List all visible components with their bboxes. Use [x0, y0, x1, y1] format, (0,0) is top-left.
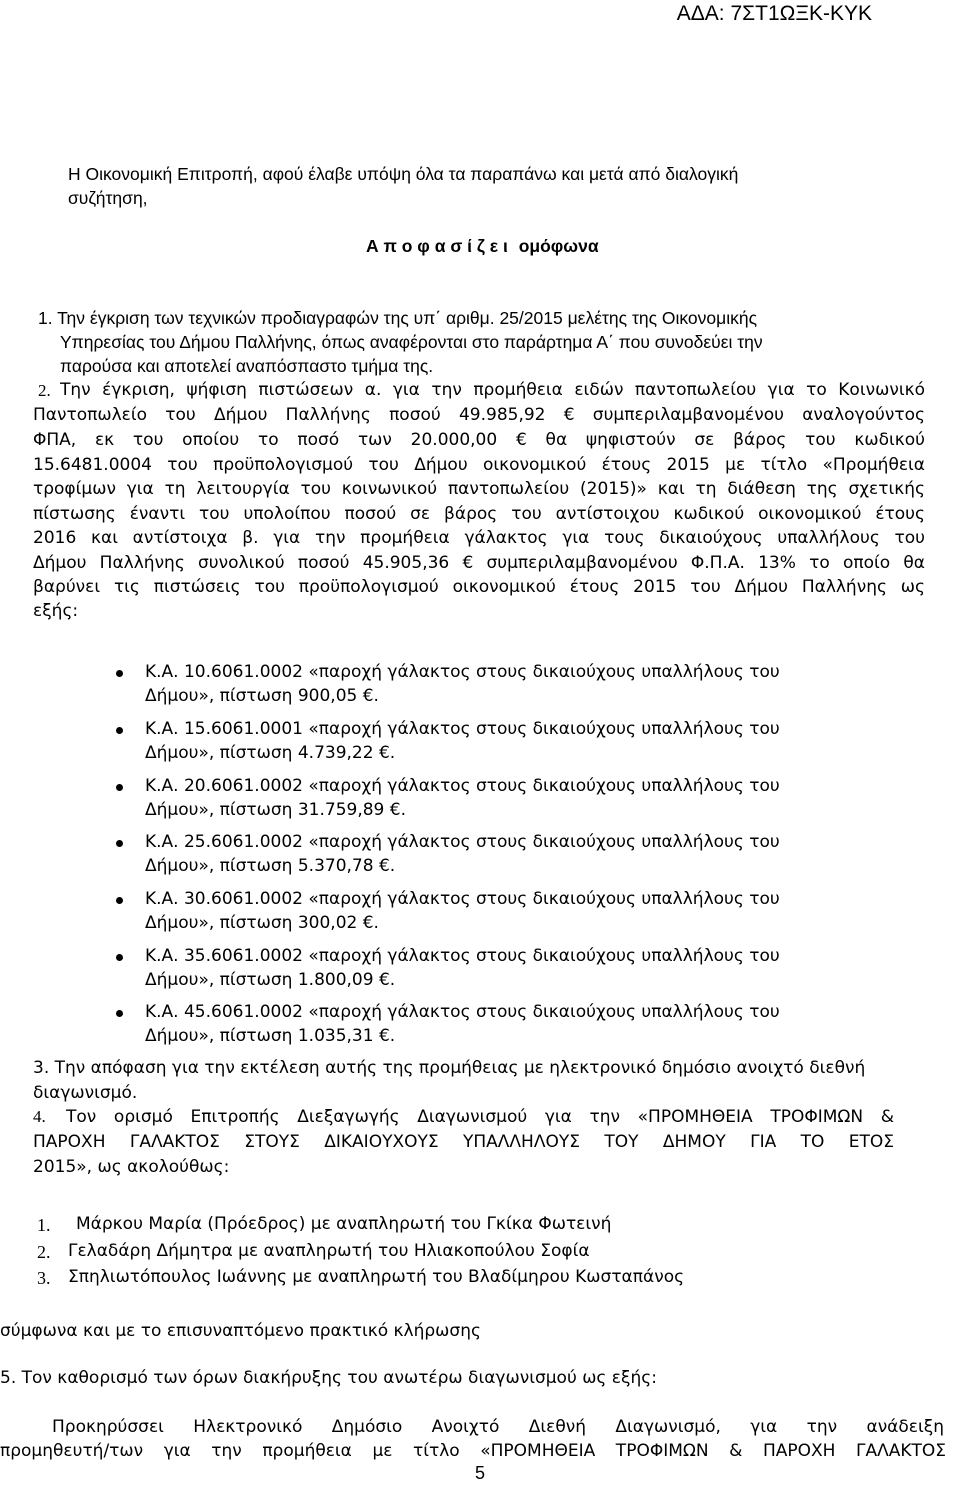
list-item-line-1: Κ.Α. 25.6061.0002 «παροχή γάλακτος στους δικαιούχους υπαλλήλους του: [145, 832, 780, 852]
list-item-line-1: Κ.Α. 30.6061.0002 «παροχή γάλακτος στους δικαιούχους υπαλλήλους του: [145, 889, 780, 909]
committee-number: 1.: [37, 1215, 51, 1235]
ada-code: ΑΔΑ: 7ΣΤ1ΩΞΚ-ΚΥΚ: [676, 2, 872, 25]
item2-line-4: 15.6481.0004 του προϋπολογισμού του Δήμου οικονομικού έτους 2015 με τίτλο «Προμήθεια: [33, 455, 925, 475]
item3-line-1: 3. Την απόφαση για την εκτέλεση αυτής της προμήθειας με ηλεκτρονικό δημόσιο ανοιχτό διεθνή: [33, 1058, 866, 1078]
committee-number: 3.: [37, 1268, 51, 1288]
list-item-line-1: Κ.Α. 45.6061.0002 «παροχή γάλακτος στους δικαιούχους υπαλλήλους του: [145, 1002, 780, 1022]
committee-member: Σπηλιωτόπουλος Ιωάννης με αναπληρωτή του Βλαδίμηρου Κωσταπάνος: [68, 1267, 685, 1287]
item3-line-2: διαγωνισμό.: [33, 1083, 138, 1103]
item5: 5. Τον καθορισμό των όρων διακήρυξης του ανωτέρω διαγωνισμού ως εξής:: [0, 1368, 657, 1388]
attached-minutes: σύμφωνα και με το επισυναπτόμενο πρακτικό κλήρωσης: [0, 1321, 481, 1341]
decision-spaced: Α π ο φ α σ ί ζ ε ι: [366, 236, 508, 256]
bullet-dot: [116, 670, 123, 677]
list-item-line-2: Δήμου», πίστωση 5.370,78 €.: [145, 856, 396, 876]
committee-member: Μάρκου Μαρία (Πρόεδρος) με αναπληρωτή του Γκίκα Φωτεινή: [76, 1214, 612, 1234]
list-item-line-2: Δήμου», πίστωση 300,02 €.: [145, 913, 379, 933]
closing-line-1: Προκηρύσσει Ηλεκτρονικό Δημόσιο Ανοιχτό Διεθνή Διαγωνισμό, για την ανάδειξη: [52, 1417, 944, 1437]
item1-line-3: παρούσα και αποτελεί αναπόσπαστο τμήμα της.: [60, 356, 434, 376]
list-item-line-2: Δήμου», πίστωση 4.739,22 €.: [145, 743, 396, 763]
item4-line-1: Τον ορισμό Επιτροπής Διεξαγωγής Διαγωνισμού για την «ΠΡΟΜΗΘΕΙΑ ΤΡΟΦΙΜΩΝ &: [66, 1107, 894, 1127]
item2-line-5: τροφίμων για τη λειτουργία του κοινωνικού παντοπωλείου (2015)» και τη διάθεση της σχετικής: [33, 479, 925, 499]
committee-number: 2.: [37, 1242, 51, 1262]
list-item-line-1: Κ.Α. 15.6061.0001 «παροχή γάλακτος στους δικαιούχους υπαλλήλους του: [145, 719, 780, 739]
bullet-dot: [116, 897, 123, 904]
list-item-line-2: Δήμου», πίστωση 900,05 €.: [145, 686, 379, 706]
item2-line-8: Δήμου Παλλήνης συνολικού ποσού 45.905,36 € συμπεριλαμβανομένου Φ.Π.Α. 13% το οποίο θα: [33, 553, 925, 573]
item2-line-7: 2016 και αντίστοιχα β. για την προμήθεια γάλακτος για τους δικαιούχους υπαλλήλους του: [33, 528, 925, 548]
item1-line-1: 1. Την έγκριση των τεχνικών προδιαγραφών της υπ΄ αριθμ. 25/2015 μελέτης της Οικονομικής: [38, 308, 758, 328]
item2-line-10: εξής:: [33, 601, 79, 621]
list-item-line-1: Κ.Α. 35.6061.0002 «παροχή γάλακτος στους δικαιούχους υπαλλήλους του: [145, 946, 780, 966]
bullet-dot: [116, 840, 123, 847]
item4-line-3: 2015», ως ακολούθως:: [33, 1157, 230, 1177]
decision-heading: [366, 236, 599, 257]
committee-member: Γελαδάρη Δήμητρα με αναπληρωτή του Ηλιακοπούλου Σοφία: [68, 1241, 590, 1261]
list-item-line-2: Δήμου», πίστωση 1.800,09 €.: [145, 970, 396, 990]
item2-line-2: Παντοπωλείο του Δήμου Παλλήνης ποσού 49.985,92 € συμπεριλαμβανομένου αναλογούντος: [33, 405, 925, 425]
page-number: 5: [474, 1463, 485, 1483]
intro-line-1: Η Οικονομική Επιτροπή, αφού έλαβε υπόψη όλα τα παραπάνω και μετά από διαλογική: [68, 164, 739, 184]
item2-line-1: Την έγκριση, ψήφιση πιστώσεων α. για την προμήθεια ειδών παντοπωλείου για το Κοινωνικό: [60, 380, 925, 400]
bullet-dot: [116, 727, 123, 734]
item2-number: 2.: [38, 381, 51, 400]
list-item-line-2: Δήμου», πίστωση 31.759,89 €.: [145, 800, 406, 820]
list-item-line-2: Δήμου», πίστωση 1.035,31 €.: [145, 1026, 396, 1046]
decision-word: ομόφωνα: [518, 236, 599, 256]
closing-line-2: προμηθευτή/των για την προμήθεια με τίτλο «ΠΡΟΜΗΘΕΙΑ ΤΡΟΦΙΜΩΝ & ΠΑΡΟΧΗ ΓΑΛΑΚΤΟΣ: [0, 1441, 946, 1461]
item2-line-3: ΦΠΑ, εκ του οποίου το ποσό των 20.000,00 € θα ψηφιστούν σε βάρος του κωδικού: [33, 430, 925, 450]
bullet-dot: [116, 784, 123, 791]
item2-line-6: πίστωσης έναντι του υπολοίπου ποσού σε βάρος του αντίστοιχου κωδικού οικονομικού έτους: [33, 504, 925, 524]
list-item-line-1: Κ.Α. 20.6061.0002 «παροχή γάλακτος στους δικαιούχους υπαλλήλους του: [145, 776, 780, 796]
bullet-dot: [116, 954, 123, 961]
intro-line-2: συζήτηση,: [68, 188, 148, 208]
item4-number: 4.: [33, 1107, 46, 1126]
bullet-dot: [116, 1010, 123, 1017]
list-item-line-1: Κ.Α. 10.6061.0002 «παροχή γάλακτος στους δικαιούχους υπαλλήλους του: [145, 662, 780, 682]
item1-line-2: Υπηρεσίας του Δήμου Παλλήνης, όπως αναφέρονται στο παράρτημα Α΄ που συνοδεύει την: [60, 332, 763, 352]
item4-line-2: ΠΑΡΟΧΗ ΓΑΛΑΚΤΟΣ ΣΤΟΥΣ ΔΙΚΑΙΟΥΧΟΥΣ ΥΠΑΛΛΗΛΟΥΣ ΤΟΥ ΔΗΜΟΥ ΓΙΑ ΤΟ ΕΤΟΣ: [33, 1132, 894, 1152]
item2-line-9: βαρύνει τις πιστώσεις του προϋπολογισμού οικονομικού έτους 2015 του Δήμου Παλλήνης ως: [33, 577, 925, 597]
